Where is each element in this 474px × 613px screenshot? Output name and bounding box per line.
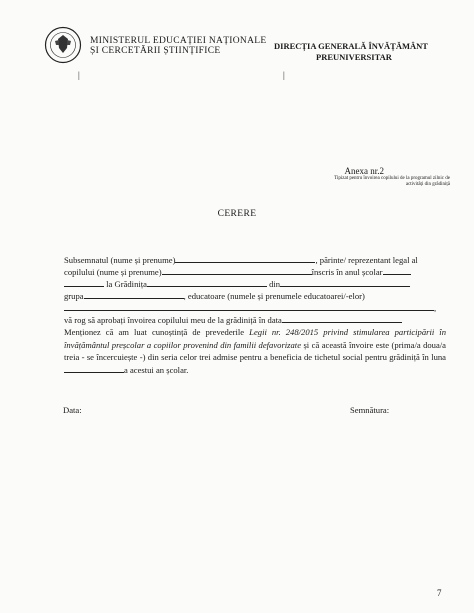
statement-paragraph: Menționez că am luat cunoștință de prevederile Legii nr. 248/2015 privind stimularea participării în învățământul preșcolar a copiilor provenind din familii defavorizate și că această învoire este (prima/a doua/a treia - se încercuiește -) din seria celor trei admise pentru a beneficia de tichetul social pentru grădiniță în lunaa acestui an școlar. xyxy=(64,327,446,375)
date-label: Data: xyxy=(63,405,82,415)
teacher-names-field[interactable] xyxy=(64,302,434,311)
signature-label: Semnătura: xyxy=(350,405,390,415)
locality-field[interactable] xyxy=(280,278,410,287)
annex-note: Tipizat pentru învoirea copilului de la programul zilnic de activități din grădiniță xyxy=(334,176,450,187)
form-line-2: copilului (nume și prenume) înscris în anul școlar xyxy=(64,266,444,278)
document-title: CERERE xyxy=(217,209,257,219)
margin-mark: | xyxy=(283,70,285,80)
page-number: 7 xyxy=(437,588,442,598)
child-name-field[interactable] xyxy=(162,266,312,275)
law-reference: Legii nr. 248/2015 privind stimularea participării în învățământul preșcolar a copiilor provenind din familii defavorizate xyxy=(64,327,446,350)
form-line-1: Subsemnatul (nume și prenume) , părinte/ reprezentant legal al xyxy=(64,255,418,265)
form-line-5: , xyxy=(64,302,444,314)
kindergarten-name-field[interactable] xyxy=(147,278,267,287)
ministry-seal-icon xyxy=(44,26,82,64)
directorate-line-2: PREUNIVERSITAR xyxy=(316,52,392,62)
request-form xyxy=(64,254,444,326)
school-year-field[interactable] xyxy=(383,266,411,275)
ministry-line-2: ȘI CERCETĂRII ȘTIINȚIFICE xyxy=(90,46,221,56)
group-field[interactable] xyxy=(84,290,184,299)
form-line-6: vă rog să aprobați învoirea copilului meu de la grădiniță în data xyxy=(64,314,444,326)
directorate-name xyxy=(274,41,428,63)
month-field[interactable] xyxy=(64,364,124,373)
ministry-line-1: MINISTERUL EDUCAȚIEI NAȚIONALE xyxy=(90,36,267,46)
form-line-3: la Grădinița din xyxy=(64,278,444,290)
margin-mark: | xyxy=(78,70,80,80)
annex-label: Anexa nr.2 xyxy=(344,166,384,176)
form-line-4: grupa , educatoare (numele și prenumele educatoarei/-elor) xyxy=(64,291,365,301)
leave-date-field[interactable] xyxy=(282,314,402,323)
directorate-line-1: DIRECȚIA GENERALĂ ÎNVĂȚĂMÂNT xyxy=(274,41,428,51)
ministry-name xyxy=(90,36,266,56)
kindergarten-number-field[interactable] xyxy=(64,278,104,287)
parent-name-field[interactable] xyxy=(175,254,315,263)
